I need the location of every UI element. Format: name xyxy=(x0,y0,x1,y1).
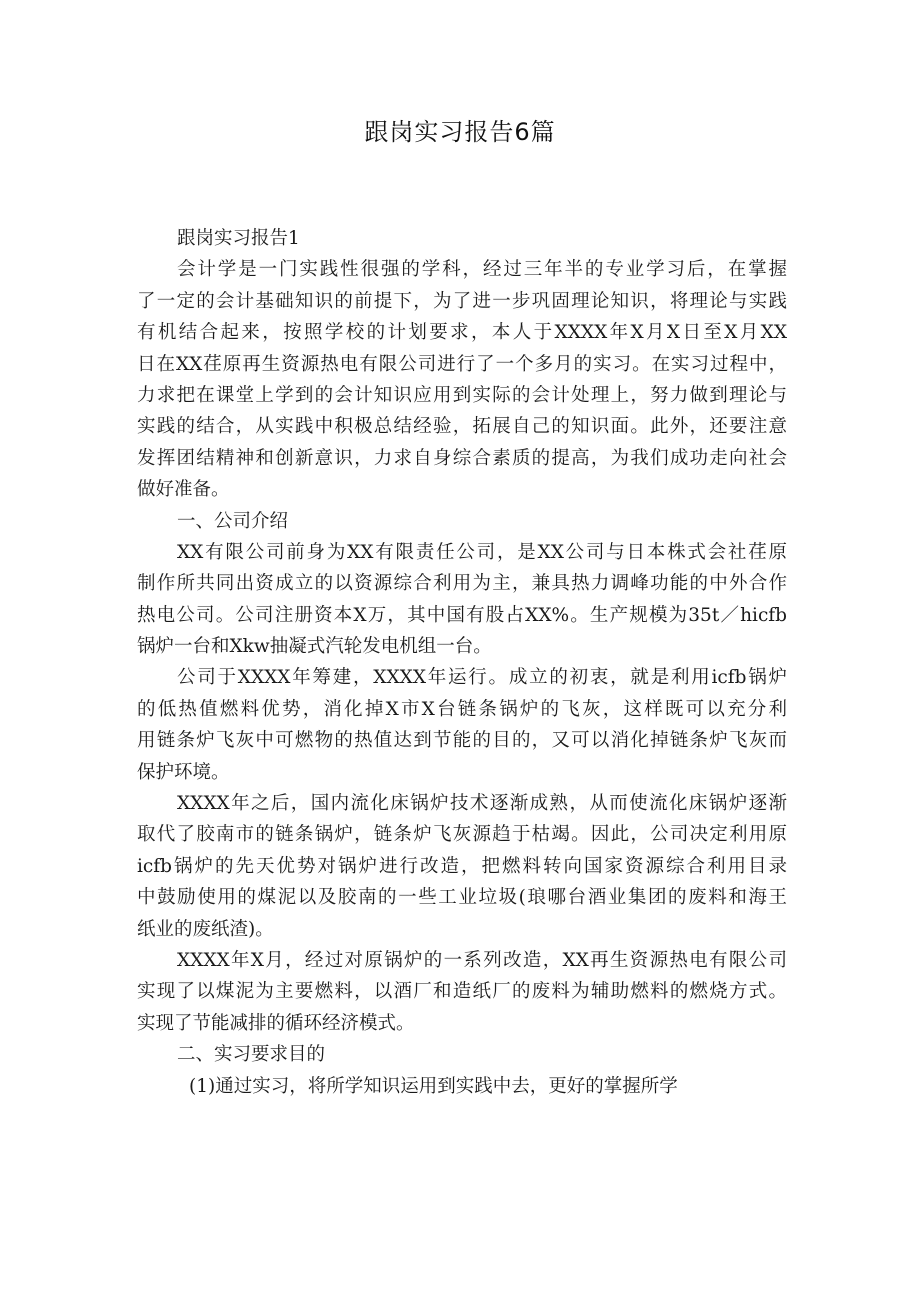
paragraph-line: XXXX年之后，国内流化床锅炉技术逐渐成熟，从而使流化床锅炉逐渐 xyxy=(177,793,787,815)
paragraph-line: icfb锅炉的先天优势对锅炉进行改造，把燃料转向国家资源综合利用目录 xyxy=(137,855,787,877)
list-item-line: (1)通过实习，将所学知识运用到实践中去，更好的掌握所学 xyxy=(189,1075,678,1097)
paragraph-line: 公司于XXXX年筹建，XXXX年运行。成立的初衷，就是利用icfb锅炉 xyxy=(177,667,787,689)
paragraph-line: 热电公司。公司注册资本X万，其中国有股占XX%。生产规模为35t／hicfb xyxy=(137,604,787,626)
paragraph-line: 发挥团结精神和创新意识，力求自身综合素质的提高，为我们成功走向社会 xyxy=(137,447,787,469)
paragraph-line: 保护环境。 xyxy=(137,761,230,783)
paragraph-line: XXXX年X月，经过对原锅炉的一系列改造，XX再生资源热电有限公司 xyxy=(177,949,787,971)
document-title: 跟岗实习报告6篇 xyxy=(364,118,556,146)
paragraph-line: 实现了节能减排的循环经济模式。 xyxy=(137,1012,415,1034)
document-body xyxy=(137,223,787,1102)
section-heading: 跟岗实习报告1 xyxy=(177,228,300,249)
paragraph-line: XX有限公司前身为XX有限责任公司，是XX公司与日本株式会社荏原 xyxy=(177,541,787,563)
paragraph-line: 制作所共同出资成立的以资源综合利用为主，兼具热力调峰功能的中外合作 xyxy=(137,573,787,595)
paragraph-line: 纸业的废纸渣)。 xyxy=(137,918,274,940)
paragraph-line: 锅炉一台和Xkw抽凝式汽轮发电机组一台。 xyxy=(137,636,492,658)
paragraph-line: 用链条炉飞灰中可燃物的热值达到节能的目的，又可以消化掉链条炉飞灰而 xyxy=(137,730,787,752)
paragraph-line: 日在XX荏原再生资源热电有限公司进行了一个多月的实习。在实习过程中， xyxy=(137,353,787,375)
paragraph-line: 会计学是一门实践性很强的学科，经过三年半的专业学习后，在掌握 xyxy=(177,259,787,281)
section-heading: 二、实习要求目的 xyxy=(177,1044,326,1066)
paragraph-line: 了一定的会计基础知识的前提下，为了进一步巩固理论知识，将理论与实践 xyxy=(137,290,787,312)
section-heading: 一、公司介绍 xyxy=(177,510,289,532)
paragraph-line: 实践的结合，从实践中积极总结经验，拓展自己的知识面。此外，还要注意 xyxy=(137,416,787,438)
paragraph-line: 中鼓励使用的煤泥以及胶南的一些工业垃圾(琅哪台酒业集团的废料和海王 xyxy=(137,887,787,909)
paragraph-line: 的低热值燃料优势，消化掉X市X台链条锅炉的飞灰，这样既可以充分利 xyxy=(137,698,787,720)
paragraph-line: 取代了胶南市的链条锅炉，链条炉飞灰源趋于枯竭。因此，公司决定利用原 xyxy=(137,824,787,846)
paragraph-line: 有机结合起来，按照学校的计划要求，本人于XXXX年X月X日至X月XX xyxy=(137,322,787,344)
paragraph-line: 实现了以煤泥为主要燃料，以酒厂和造纸厂的废料为辅助燃料的燃烧方式。 xyxy=(137,981,787,1003)
paragraph-line: 力求把在课堂上学到的会计知识应用到实际的会计处理上，努力做到理论与 xyxy=(137,384,787,406)
paragraph-line: 做好准备。 xyxy=(137,479,230,501)
